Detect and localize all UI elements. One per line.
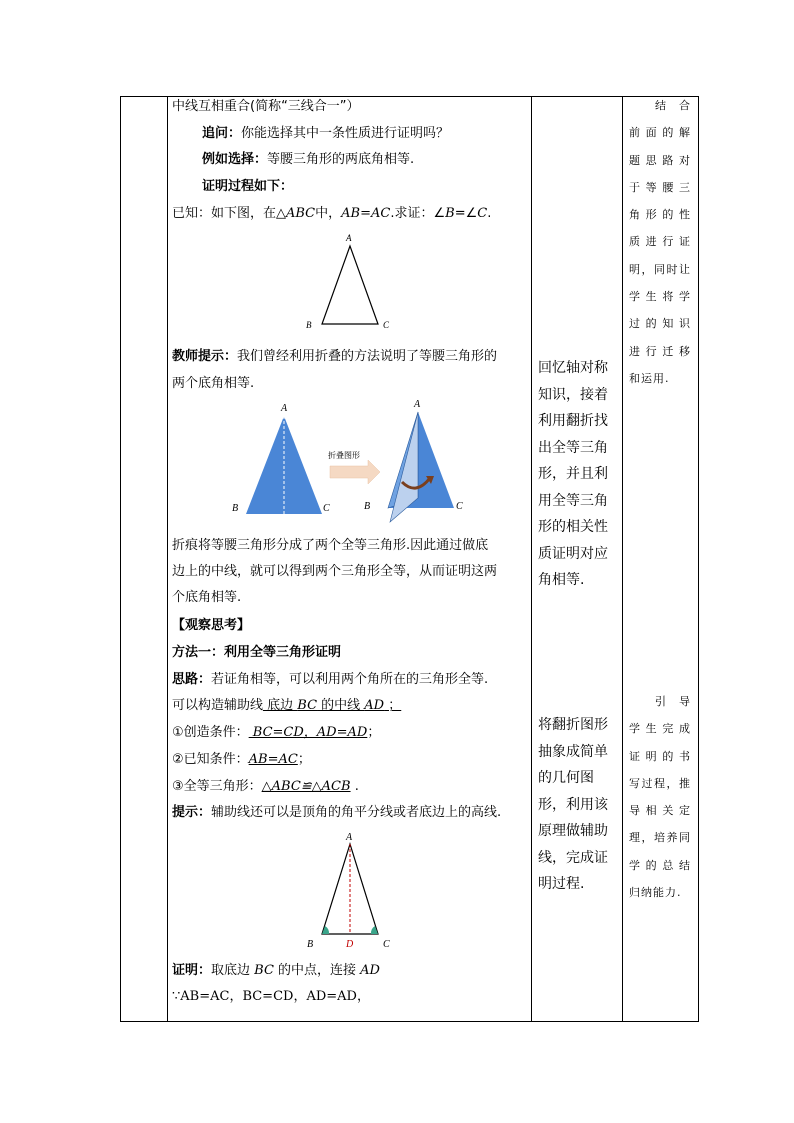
- student-activity-cell-1: [538, 355, 614, 594]
- column-divider: [622, 97, 623, 1021]
- text-line: 折痕将等腰三角形分成了两个全等三角形.因此通过做底: [172, 538, 489, 553]
- text-line: 过的知识: [629, 317, 691, 331]
- text-line: 结 合: [655, 99, 691, 112]
- text-line: 个底角相等.: [172, 590, 242, 605]
- triangle-abc: [322, 246, 378, 324]
- column-divider: [531, 97, 532, 1021]
- text-line: 归纳能力.: [629, 886, 682, 900]
- vertex-label: A: [281, 403, 288, 414]
- text-line: 角相等.: [538, 572, 585, 588]
- design-intent-cell-2: [629, 688, 691, 906]
- text-line: ③全等三角形：△ABC≌△ACB .: [172, 779, 359, 794]
- text-line: 抽象成简单: [538, 743, 608, 760]
- vertex-label: B: [307, 939, 314, 950]
- text-line: ∵AB=AC，BC=CD，AD=AD，: [172, 989, 370, 1004]
- vertex-label: B: [364, 501, 371, 512]
- arrow-shape: [330, 460, 380, 484]
- arrow-label: 折叠图形: [328, 451, 360, 460]
- text-line: 题思路对: [629, 153, 691, 167]
- text-line: 证明的书: [629, 749, 691, 763]
- vertex-label: B: [306, 320, 312, 330]
- text-line: 用全等三角: [538, 492, 608, 509]
- text-line: 两个底角相等.: [172, 376, 255, 391]
- text-line: 方法一：利用全等三角形证明: [172, 645, 342, 660]
- text-line: 已知：如下图，在△ABC中，AB=AC.求证：∠B=∠C.: [172, 206, 492, 221]
- text-line: 进行迁移: [629, 344, 691, 358]
- text-line: 线，完成证: [538, 849, 608, 866]
- text-line: 理，培养同: [629, 831, 691, 845]
- text-line: 角形的性: [629, 208, 691, 222]
- folding-figure: [230, 398, 470, 524]
- teaching-content-cell: [172, 96, 528, 1022]
- vertex-label: A: [346, 832, 353, 843]
- text-line: 原理做辅助: [538, 823, 608, 839]
- vertex-label: C: [383, 320, 390, 330]
- design-intent-cell-1: [629, 92, 691, 392]
- vertex-label: C: [323, 503, 330, 514]
- text-line: 和运用.: [629, 371, 670, 385]
- text-line: 可以构造辅助线 底边 BC 的中线 AD ；: [172, 698, 402, 713]
- answer-blank: BC=CD，AD=AD: [248, 725, 368, 740]
- text-line: 的几何图: [538, 770, 594, 786]
- answer-blank: 底边 BC 的中线 AD ；: [263, 698, 402, 713]
- text-line: 教师提示：我们曾经利用折叠的方法说明了等腰三角形的: [172, 349, 498, 364]
- text-line: 学生将学: [629, 290, 691, 304]
- text-line: 明过程.: [538, 876, 585, 892]
- text-line: 质进行证: [629, 235, 691, 249]
- text-line: 引 导: [655, 695, 691, 708]
- section-heading: 【观察思考】: [172, 618, 251, 633]
- text-line: 中线互相重合(简称“三线合一”）: [172, 99, 360, 114]
- answer-blank: △ABC≌△ACB: [261, 779, 351, 794]
- median-triangle-figure: [302, 830, 402, 954]
- text-line: 写过程，推: [629, 776, 691, 790]
- text-line: 例如选择：等腰三角形的两底角相等.: [202, 152, 415, 167]
- text-line: 证明：取底边 BC 的中点，连接 AD: [172, 963, 380, 978]
- text-line: 形，利用该: [538, 796, 608, 813]
- text-line: 导相关定: [629, 804, 691, 818]
- vertex-label: A: [346, 233, 352, 243]
- text-line: 利用翻折找: [538, 413, 608, 429]
- text-line: 将翻折图形: [538, 717, 608, 733]
- text-line: 前面的解: [629, 126, 691, 140]
- text-line: 回忆轴对称: [538, 360, 608, 376]
- text-line: 明，同时让: [629, 262, 691, 276]
- text-line: 证明过程如下：: [202, 179, 294, 194]
- text-line: 质证明对应: [538, 545, 608, 562]
- text-line: 边上的中线，就可以得到两个三角形全等，从而证明这两: [172, 564, 498, 579]
- text-line: 提示：辅助线还可以是顶角的角平分线或者底边上的高线.: [172, 805, 502, 820]
- student-activity-cell-2: [538, 712, 614, 898]
- vertex-label: C: [383, 939, 390, 950]
- text-line: 形，并且利: [538, 466, 608, 482]
- text-line: 于等腰三: [629, 180, 691, 194]
- text-line: ②已知条件：AB=AC；: [172, 752, 311, 767]
- vertex-label: D: [346, 939, 354, 950]
- answer-blank: AB=AC: [248, 752, 298, 767]
- text-line: 学的总结: [629, 858, 691, 872]
- text-line: 思路：若证角相等，可以利用两个角所在的三角形全等.: [172, 672, 489, 687]
- text-line: 知识，接着: [538, 386, 608, 403]
- vertex-label: C: [456, 501, 463, 512]
- text-line: ①创造条件： BC=CD，AD=AD；: [172, 725, 381, 740]
- blue-triangle: [246, 416, 322, 514]
- vertex-label: A: [414, 399, 421, 410]
- text-line: 形的相关性: [538, 519, 608, 535]
- vertex-label: B: [232, 503, 239, 514]
- text-line: 出全等三角: [538, 439, 608, 456]
- isosceles-triangle-figure: [302, 232, 392, 332]
- column-divider: [167, 97, 168, 1021]
- text-line: 追问：你能选择其中一条性质进行证明吗？: [202, 126, 450, 141]
- text-line: 学生完成: [629, 722, 691, 736]
